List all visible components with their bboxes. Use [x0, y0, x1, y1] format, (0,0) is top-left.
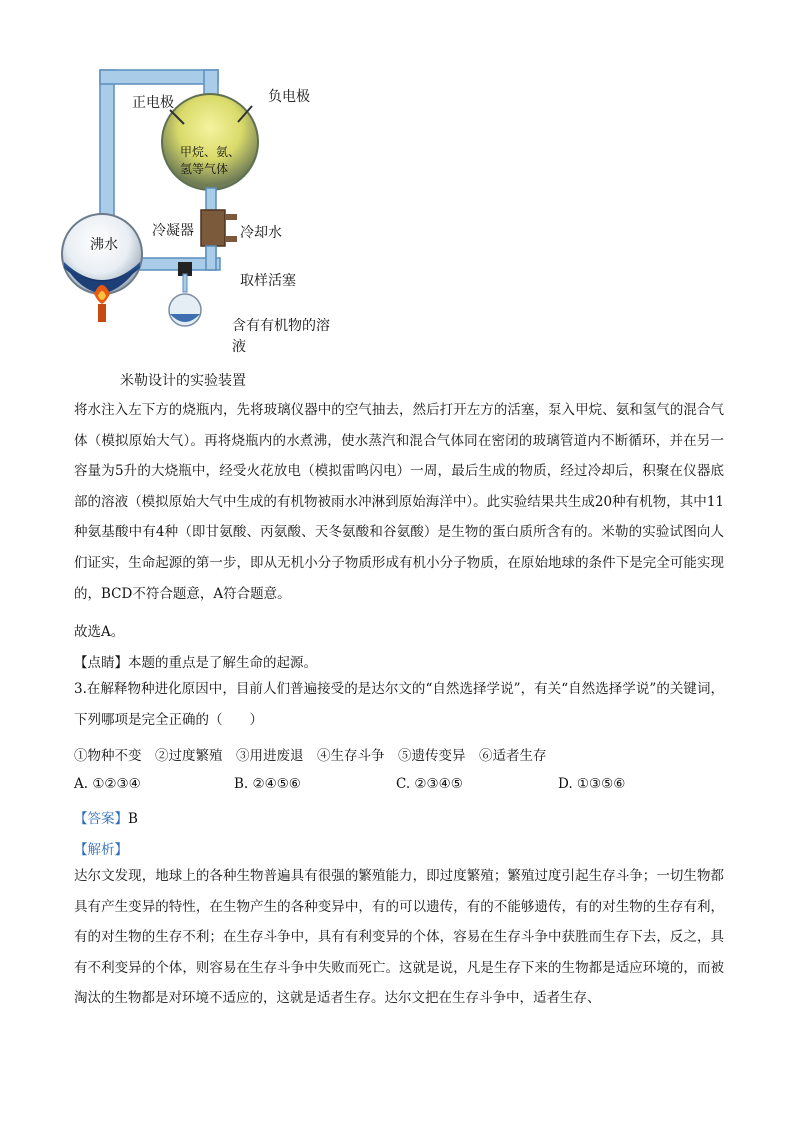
question3-items: ①物种不变 ②过度繁殖 ③用进废退 ④生存斗争 ⑤遗传变异 ⑥适者生存 [74, 748, 547, 764]
option-d: D. ①③⑤⑥ [558, 776, 626, 792]
answer-choice-line: 故选A。 [74, 624, 125, 640]
option-b: B. ②④⑤⑥ [234, 776, 301, 792]
label-organic-solution: 含有有机物的溶液 [232, 318, 330, 355]
label-condenser: 冷凝器 [152, 223, 194, 239]
label-sampling-valve: 取样活塞 [240, 273, 296, 289]
label-cooling-water: 冷却水 [240, 225, 282, 241]
option-c: C. ②③④⑤ [396, 776, 463, 792]
comment-line: 【点睛】本题的重点是了解生命的起源。 [74, 655, 317, 671]
cooling-water-in [225, 214, 237, 220]
explanation-paragraph: 将水注入左下方的烧瓶内，先将玻璃仪器中的空气抽去，然后打开左方的活塞，泵入甲烷、氨和氢气的混合气体（模拟原始大气）。再将烧瓶内的水煮沸，使水蒸汽和混合气体同在密闭的玻璃管道内不断循环，并在另一容量为5升的大烧瓶中，经受火花放电（模拟雷鸣闪电）一周，最后生成的物质，经过冷却后，积聚在仪器底部的溶液（模拟原始大气中生成的有机物被雨水冲淋到原始海洋中）。此实验结果共生成20种有机物，其中11种氨基酸中有4种（即甘氨酸、丙氨酸、天冬氨酸和谷氨酸）是生物的蛋白质所含有的。米勒的实验试图向人们证实，生命起源的第一步，即从无机小分子物质形成有机小分子物质，在原始地球的条件下是完全可能实现的，BCD不符合题意，A符合题意。 [74, 402, 724, 602]
label-gas-mix: 甲烷、氨、氢等气体 [180, 145, 241, 176]
label-negative-electrode: 负电极 [268, 89, 310, 105]
analysis-tag: 【解析】 [74, 842, 128, 858]
label-boiling-water: 沸水 [90, 237, 118, 253]
question3-stem: 3.在解释物种进化原因中，目前人们普遍接受的是达尔文的“自然选择学说”，有关“自然选择学说”的关键词，下列哪项是完全正确的（ ） [74, 681, 724, 728]
figure-caption: 米勒设计的实验装置 [120, 373, 246, 389]
answer-value: B [128, 811, 138, 827]
answer-tag: 【答案】 [74, 811, 128, 827]
left-glass-tube [100, 70, 114, 220]
label-positive-electrode: 正电极 [132, 95, 174, 111]
burner [98, 304, 106, 322]
miller-apparatus-figure [60, 62, 360, 362]
cooling-water-out [225, 236, 237, 242]
top-glass-tube [100, 70, 218, 84]
answer-line [74, 807, 138, 827]
option-a: A. ①②③④ [74, 776, 141, 792]
condenser [201, 210, 225, 246]
analysis-paragraph: 达尔文发现，地球上的各种生物普遍具有很强的繁殖能力，即过度繁殖；繁殖过度引起生存斗争；一切生物都具有产生变异的特性，在生物产生的各种变异中，有的可以遗传，有的不能够遗传，有的对生物的生存有利，有的对生物的生存不利；在生存斗争中，具有有利变异的个体，容易在生存斗争中获胜而生存下去，反之，具有不利变异的个体，则容易在生存斗争中失败而死亡。这就是说，凡是生存下来的生物都是适应环境的，而被淘汰的生物都是对环境不适应的，这就是适者生存。达尔文把在生存斗争中，适者生存、 [74, 868, 724, 1007]
